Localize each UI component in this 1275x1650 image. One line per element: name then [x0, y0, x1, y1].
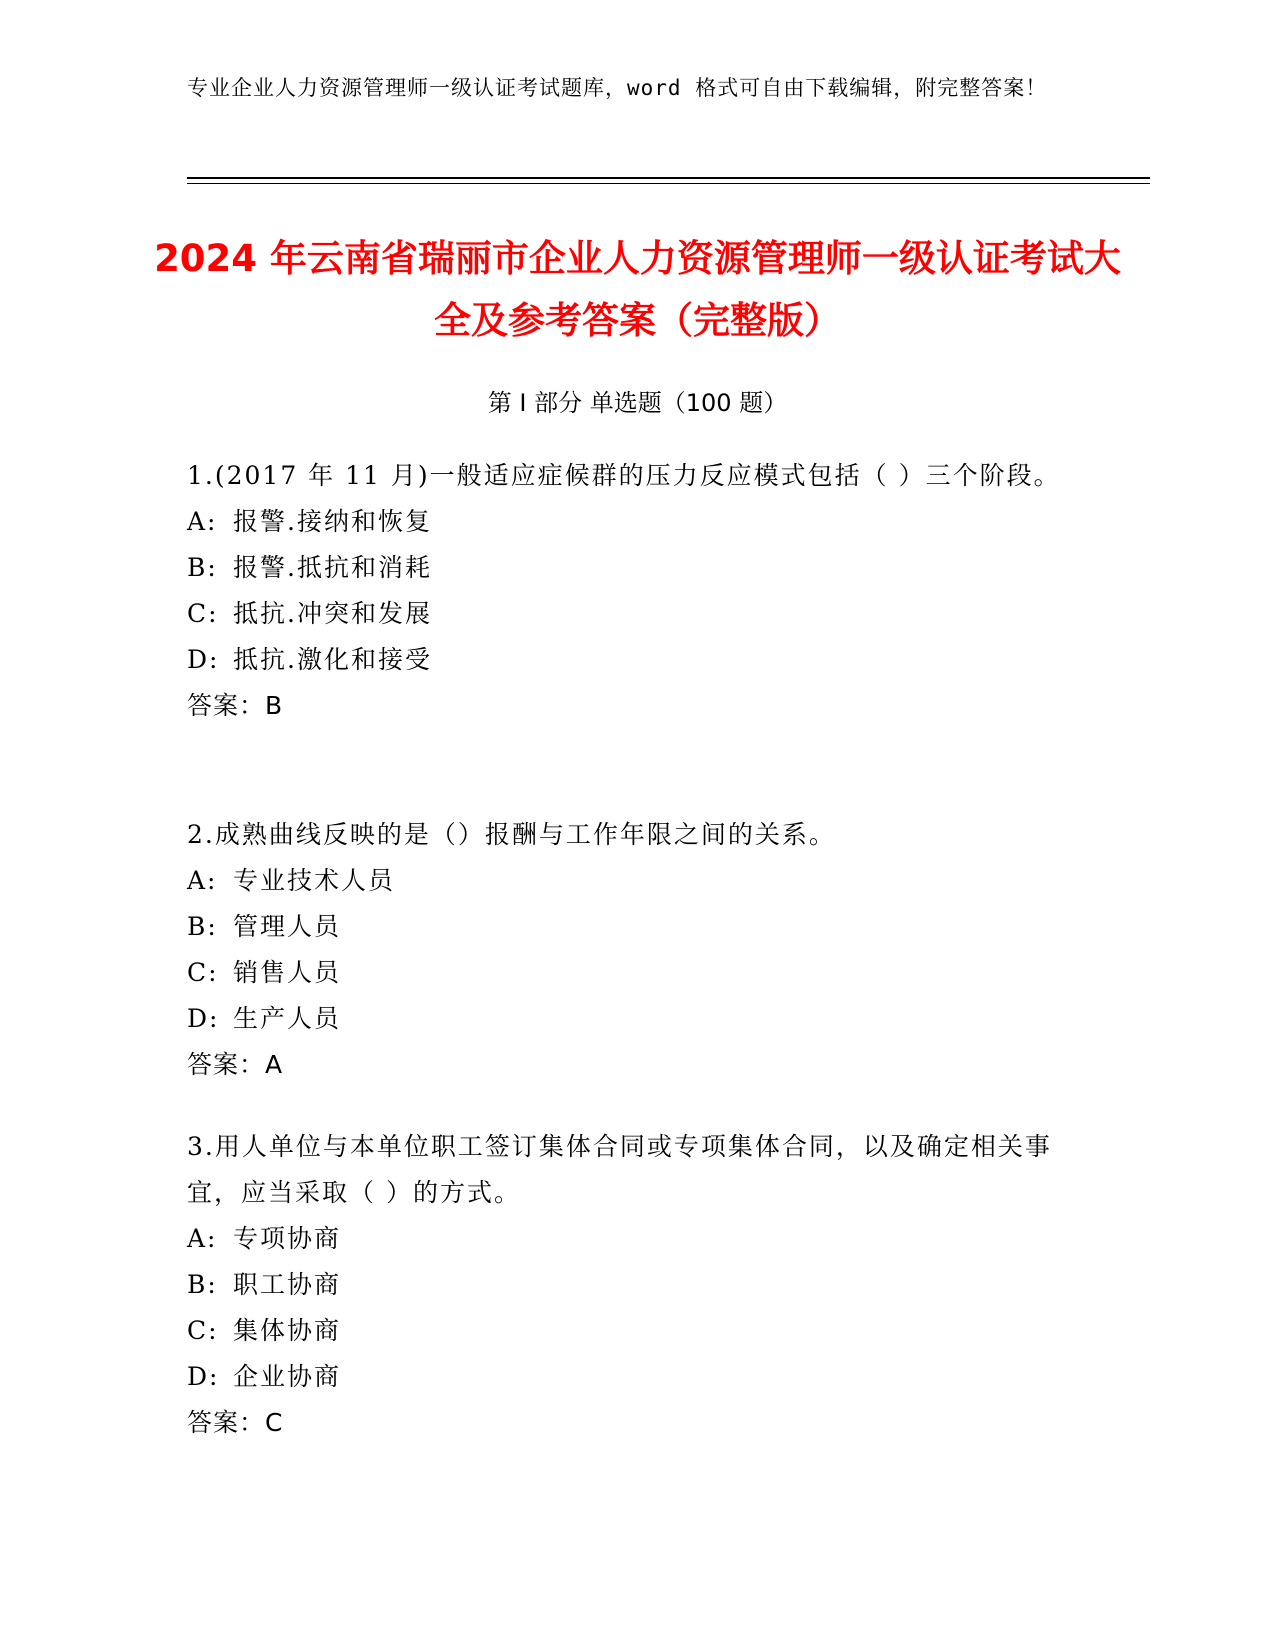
- option-b: [187, 1262, 1087, 1308]
- option-b: [187, 904, 1087, 950]
- option-letter: B:: [187, 553, 218, 582]
- section-heading: 第 I 部分 单选题（100 题）: [487, 389, 788, 417]
- header-note: 专业企业人力资源管理师一级认证考试题库，word 格式可自由下载编辑，附完整答案！: [187, 76, 1048, 100]
- option-d: [187, 1354, 1087, 1400]
- document-title: 2024 年云南省瑞丽市企业人力资源管理师一级认证考试大全及参考答案（完整版）: [154, 237, 1121, 342]
- option-text: 管理人员: [233, 912, 342, 941]
- question-3: [187, 1124, 1087, 1446]
- question-stem: 2.成熟曲线反映的是（）报酬与工作年限之间的关系。: [187, 820, 836, 849]
- header-divider-thick: [187, 177, 1150, 179]
- option-a: [187, 1216, 1087, 1262]
- option-letter: C:: [187, 599, 219, 628]
- option-b: [187, 545, 1087, 591]
- option-text: 专业技术人员: [233, 866, 396, 895]
- header-divider-thin: [187, 183, 1150, 184]
- option-text: 报警.接纳和恢复: [233, 507, 432, 536]
- option-letter: C:: [187, 1316, 219, 1345]
- option-text: 集体协商: [233, 1316, 342, 1345]
- option-c: [187, 1308, 1087, 1354]
- option-letter: B:: [187, 912, 218, 941]
- option-letter: A:: [187, 1224, 218, 1253]
- option-text: 抵抗.激化和接受: [233, 645, 432, 674]
- answer: 答案：B: [187, 691, 284, 720]
- option-text: 生产人员: [233, 1004, 342, 1033]
- question-1: [187, 453, 1087, 729]
- option-letter: D:: [187, 1004, 220, 1033]
- question-stem: 1.(2017 年 11 月)一般适应症候群的压力反应模式包括（ ）三个阶段。: [187, 461, 1061, 490]
- answer: 答案：C: [187, 1408, 284, 1437]
- option-text: 职工协商: [233, 1270, 342, 1299]
- option-letter: C:: [187, 958, 219, 987]
- option-text: 企业协商: [233, 1362, 342, 1391]
- option-text: 报警.抵抗和消耗: [233, 553, 432, 582]
- option-letter: B:: [187, 1270, 218, 1299]
- option-text: 销售人员: [233, 958, 342, 987]
- option-c: [187, 950, 1087, 996]
- question-stem: 3.用人单位与本单位职工签订集体合同或专项集体合同，以及确定相关事宜，应当采取（ ）的方式。: [187, 1132, 1052, 1207]
- option-text: 抵抗.冲突和发展: [233, 599, 432, 628]
- option-d: [187, 996, 1087, 1042]
- option-text: 专项协商: [233, 1224, 342, 1253]
- option-letter: D:: [187, 1362, 220, 1391]
- option-letter: A:: [187, 507, 218, 536]
- question-2: [187, 812, 1087, 1088]
- option-c: [187, 591, 1087, 637]
- option-d: [187, 637, 1087, 683]
- option-letter: D:: [187, 645, 220, 674]
- option-letter: A:: [187, 866, 218, 895]
- option-a: [187, 499, 1087, 545]
- answer: 答案：A: [187, 1050, 284, 1079]
- option-a: [187, 858, 1087, 904]
